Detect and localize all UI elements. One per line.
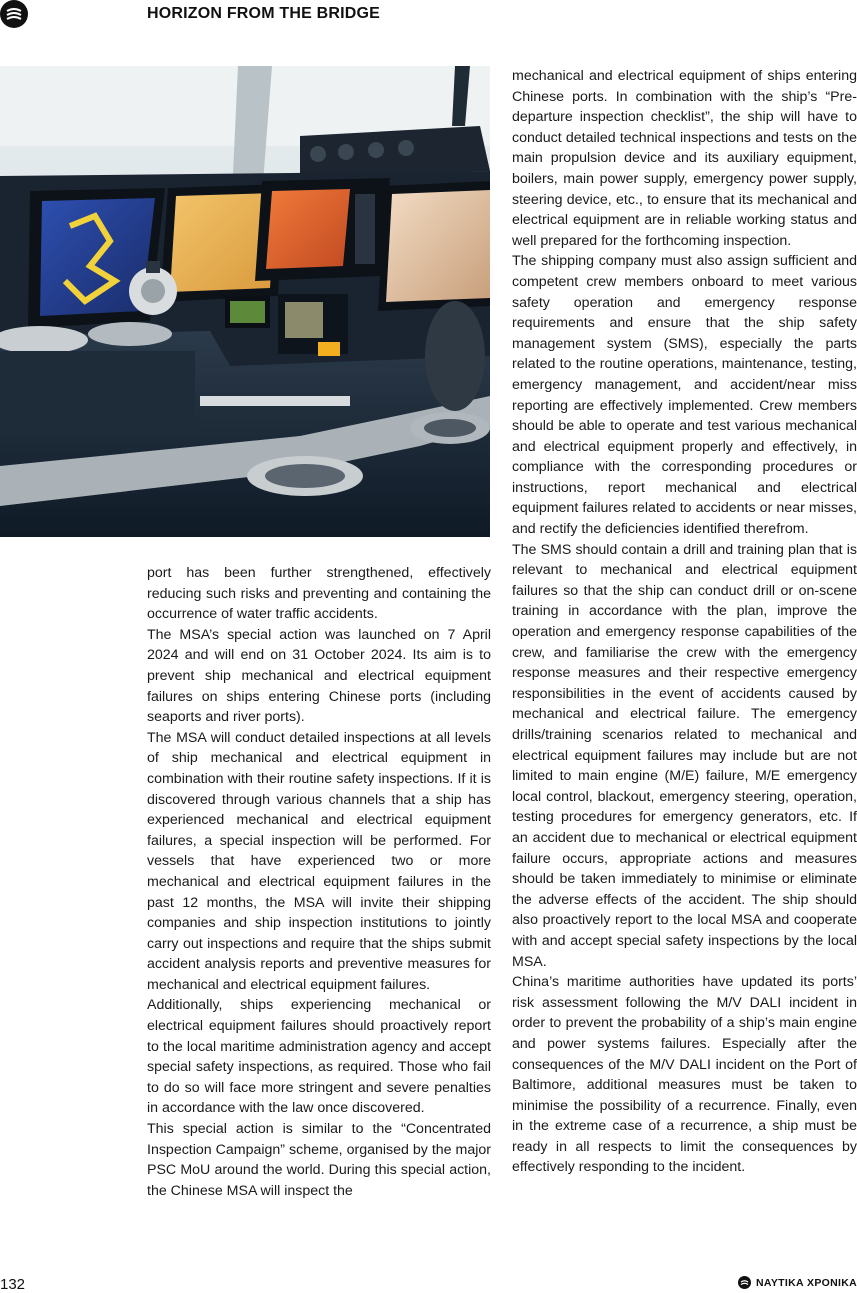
paragraph: The MSA will conduct detailed inspections at all levels of ship mechanical and electrical equipment in combination with their routine safety inspections. If it is discovered through various channels that a ship has experienced mechanical and electrical equipment failures, a special inspection will be performed. For vessels that have experienced two or more mechanical and electrical equipment failures in the past 12 months, the MSA will invite their shipping companies and ship inspection institutions to jointly carry out inspections and require that the ships submit accident analysis reports and preventive measures for mechanical and electrical equipment failures. bbox=[147, 729, 491, 993]
brand-logo-icon bbox=[738, 1276, 751, 1289]
paragraph: port has been further strengthened, effectively reducing such risks and preventing and containing the occurrence of water traffic accidents. bbox=[147, 565, 491, 623]
left-text-column bbox=[147, 563, 491, 1201]
paragraph: mechanical and electrical equipment of ships entering Chinese ports. In combination with the ship’s “Pre-departure inspection checklist”, the ship will have to conduct detailed technical inspections and tests on the main propulsion device and its auxiliary equipment, boilers, main power supply, emergency power supply, steering device, etc., to ensure that its mechanical and electrical equipment are in reliable working status and well prepared for the forthcoming inspection. bbox=[512, 68, 857, 249]
ship-bridge-photo bbox=[0, 66, 490, 537]
right-text-column bbox=[512, 66, 857, 1178]
paragraph: The MSA’s special action was launched on 7 April 2024 and will end on 31 October 2024. Its aim is to prevent ship mechanical and electrical equipment failures on ships entering Chinese ports (including seaports and river ports). bbox=[147, 626, 491, 726]
paragraph: The SMS should contain a drill and training plan that is relevant to mechanical and electrical equipment failures so that the ship can conduct drill or on-scene training in accordance with the plan, improve the operation and emergency response capabilities of the crew, and familiarise the crew with the emergency response measures and their respective emergency responsibilities in the event of accidents caused by mechanical and electrical failure. The emergency drills/training scenarios related to mechanical and electrical equipment failures may include but are not limited to main engine (M/E) failure, M/E emergency local control, blackout, emergency steering, operation, testing procedures for emergency generators, etc. If an accident due to mechanical or electrical equipment failure occurs, appropriate actions and measures should be taken immediately to minimise or eliminate the adverse effects of the accident. The ship should also proactively report to the local MSA and cooperate with and accept special safety inspections by the local MSA. bbox=[512, 541, 857, 970]
paragraph: This special action is similar to the “Concentrated Inspection Campaign” scheme, organised by the major PSC MoU around the world. During this special action, the Chinese MSA will inspect the bbox=[147, 1121, 491, 1199]
paragraph: Additionally, ships experiencing mechanical or electrical equipment failures should proactively report to the local maritime administration agency and accept special safety inspections, as required. Those who fail to do so will face more stringent and severe penalties in accordance with the law once discovered. bbox=[147, 997, 491, 1117]
page-number: 132 bbox=[0, 1276, 26, 1293]
magazine-logo-icon bbox=[0, 0, 28, 28]
paragraph: The shipping company must also assign sufficient and competent crew members onboard to meet various safety operation and emergency response requirements and ensure that the ship safety management system (SMS), especially the parts related to the routine operations, maintenance, testing, emergency management, and accident/near miss reporting are effectively implemented. Crew members should be able to operate and test various mechanical and electrical equipment properly and effectively, in compliance with the corresponding procedures or instructions, report mechanical and electrical equipment failures related to accidents or near misses, and rectify the deficiencies identified therefrom. bbox=[512, 253, 857, 538]
section-title: HORIZON FROM THE BRIDGE bbox=[147, 5, 381, 22]
footer-brand bbox=[738, 1276, 857, 1289]
brand-name: ΝΑΥΤΙΚΑ ΧΡΟΝΙΚΑ bbox=[756, 1276, 857, 1289]
paragraph: China’s maritime authorities have updated its ports’ risk assessment following the M/V DALI incident in order to prevent the probability of a ship’s main engine and power systems failures. Especially after the consequences of the M/V DALI incident on the Port of Baltimore, additional measures must be taken to minimise the possibility of a recurrence. Finally, even in the extreme case of a recurrence, a ship must be ready in all respects to limit the consequences by effectively responding to the incident. bbox=[512, 974, 857, 1176]
